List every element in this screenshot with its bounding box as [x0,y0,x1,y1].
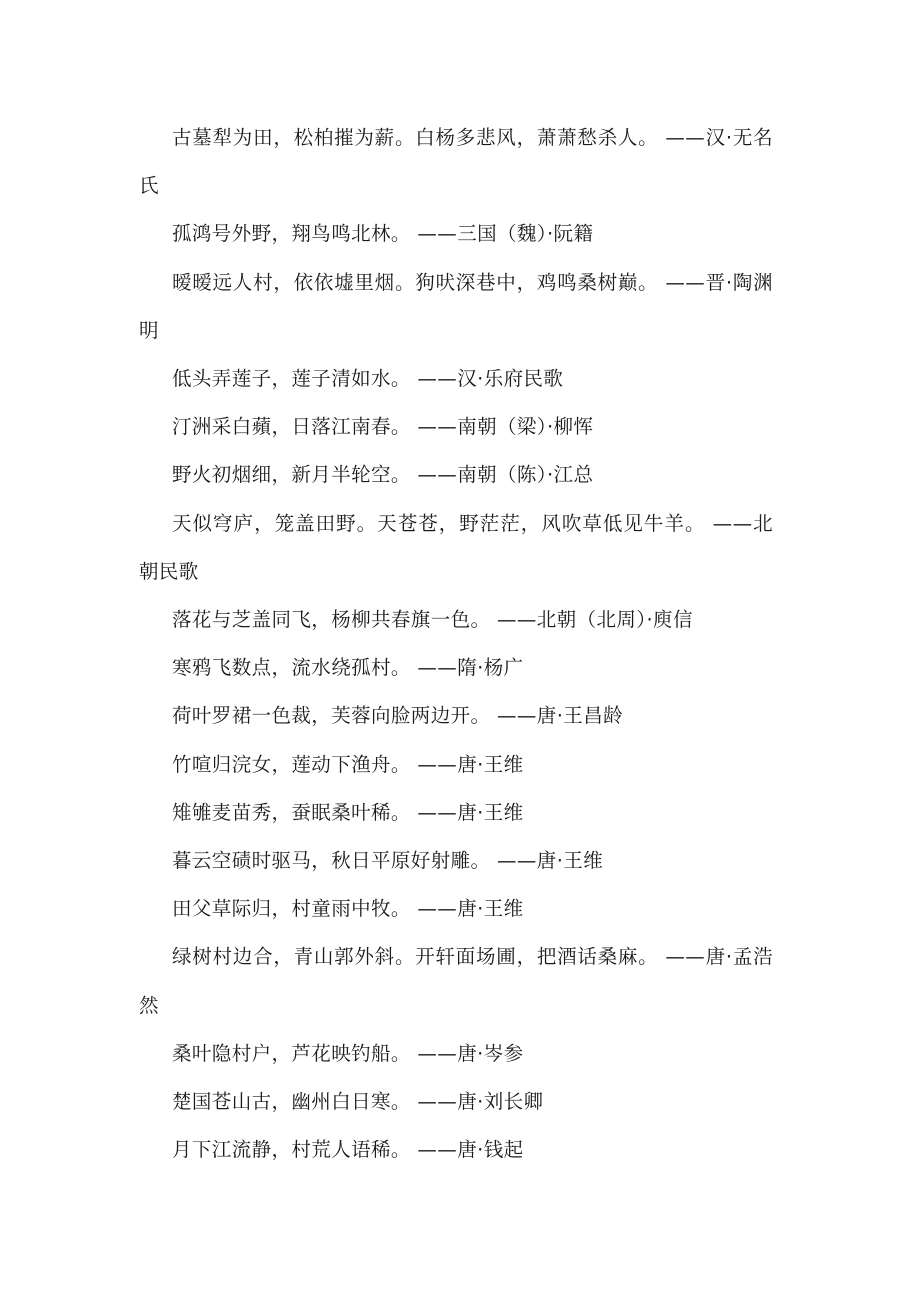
poem-line-10: 荷叶罗裙一色裁，芙蓉向脸两边开。 ——唐·王昌龄 [172,704,623,728]
poem-line-9: 寒鸦飞数点，流水绕孤村。 ——隋·杨广 [172,656,524,680]
poem-line-16: 桑叶隐村户，芦花映钓船。 ——唐·岑参 [172,1041,524,1065]
poem-line-4: 低头弄莲子，莲子清如水。 ——汉·乐府民歌 [172,367,564,391]
poem-line-18: 月下江流静，村荒人语稀。 ——唐·钱起 [172,1138,524,1162]
poem-list [139,114,773,1174]
poem-line-8: 落花与芝盖同飞，杨柳共春旗一色。 ——北朝（北周）·庾信 [172,608,693,632]
poem-line-7: 天似穹庐，笼盖田野。天苍苍，野茫茫，风吹草低见牛羊。 ——北朝民歌 [139,511,773,583]
poem-line-11: 竹喧归浣女，莲动下渔舟。 ——唐·王维 [172,752,524,776]
poem-line-13: 暮云空碛时驱马，秋日平原好射雕。 ——唐·王维 [172,849,604,873]
poem-line-5: 汀洲采白蘋，日落江南春。 ——南朝（梁）·柳恽 [172,415,594,439]
poem-line-1: 古墓犁为田，松柏摧为薪。白杨多悲风，萧萧愁杀人。 ——汉·无名氏 [139,126,773,198]
poem-line-17: 楚国苍山古，幽州白日寒。 ——唐·刘长卿 [172,1090,544,1114]
poem-line-2: 孤鸿号外野，翔鸟鸣北林。 ——三国（魏）·阮籍 [172,222,594,246]
poem-line-6: 野火初烟细，新月半轮空。 ——南朝（陈）·江总 [172,463,594,487]
poem-line-12: 雉雊麦苗秀，蚕眠桑叶稀。 ——唐·王维 [172,800,524,824]
poem-line-14: 田父草际归，村童雨中牧。 ——唐·王维 [172,897,524,921]
poem-line-15: 绿树村边合，青山郭外斜。开轩面场圃，把酒话桑麻。 ——唐·孟浩然 [139,945,773,1017]
poem-line-3: 暧暧远人村，依依墟里烟。狗吠深巷中，鸡鸣桑树巅。 ——晋·陶渊明 [139,270,773,342]
